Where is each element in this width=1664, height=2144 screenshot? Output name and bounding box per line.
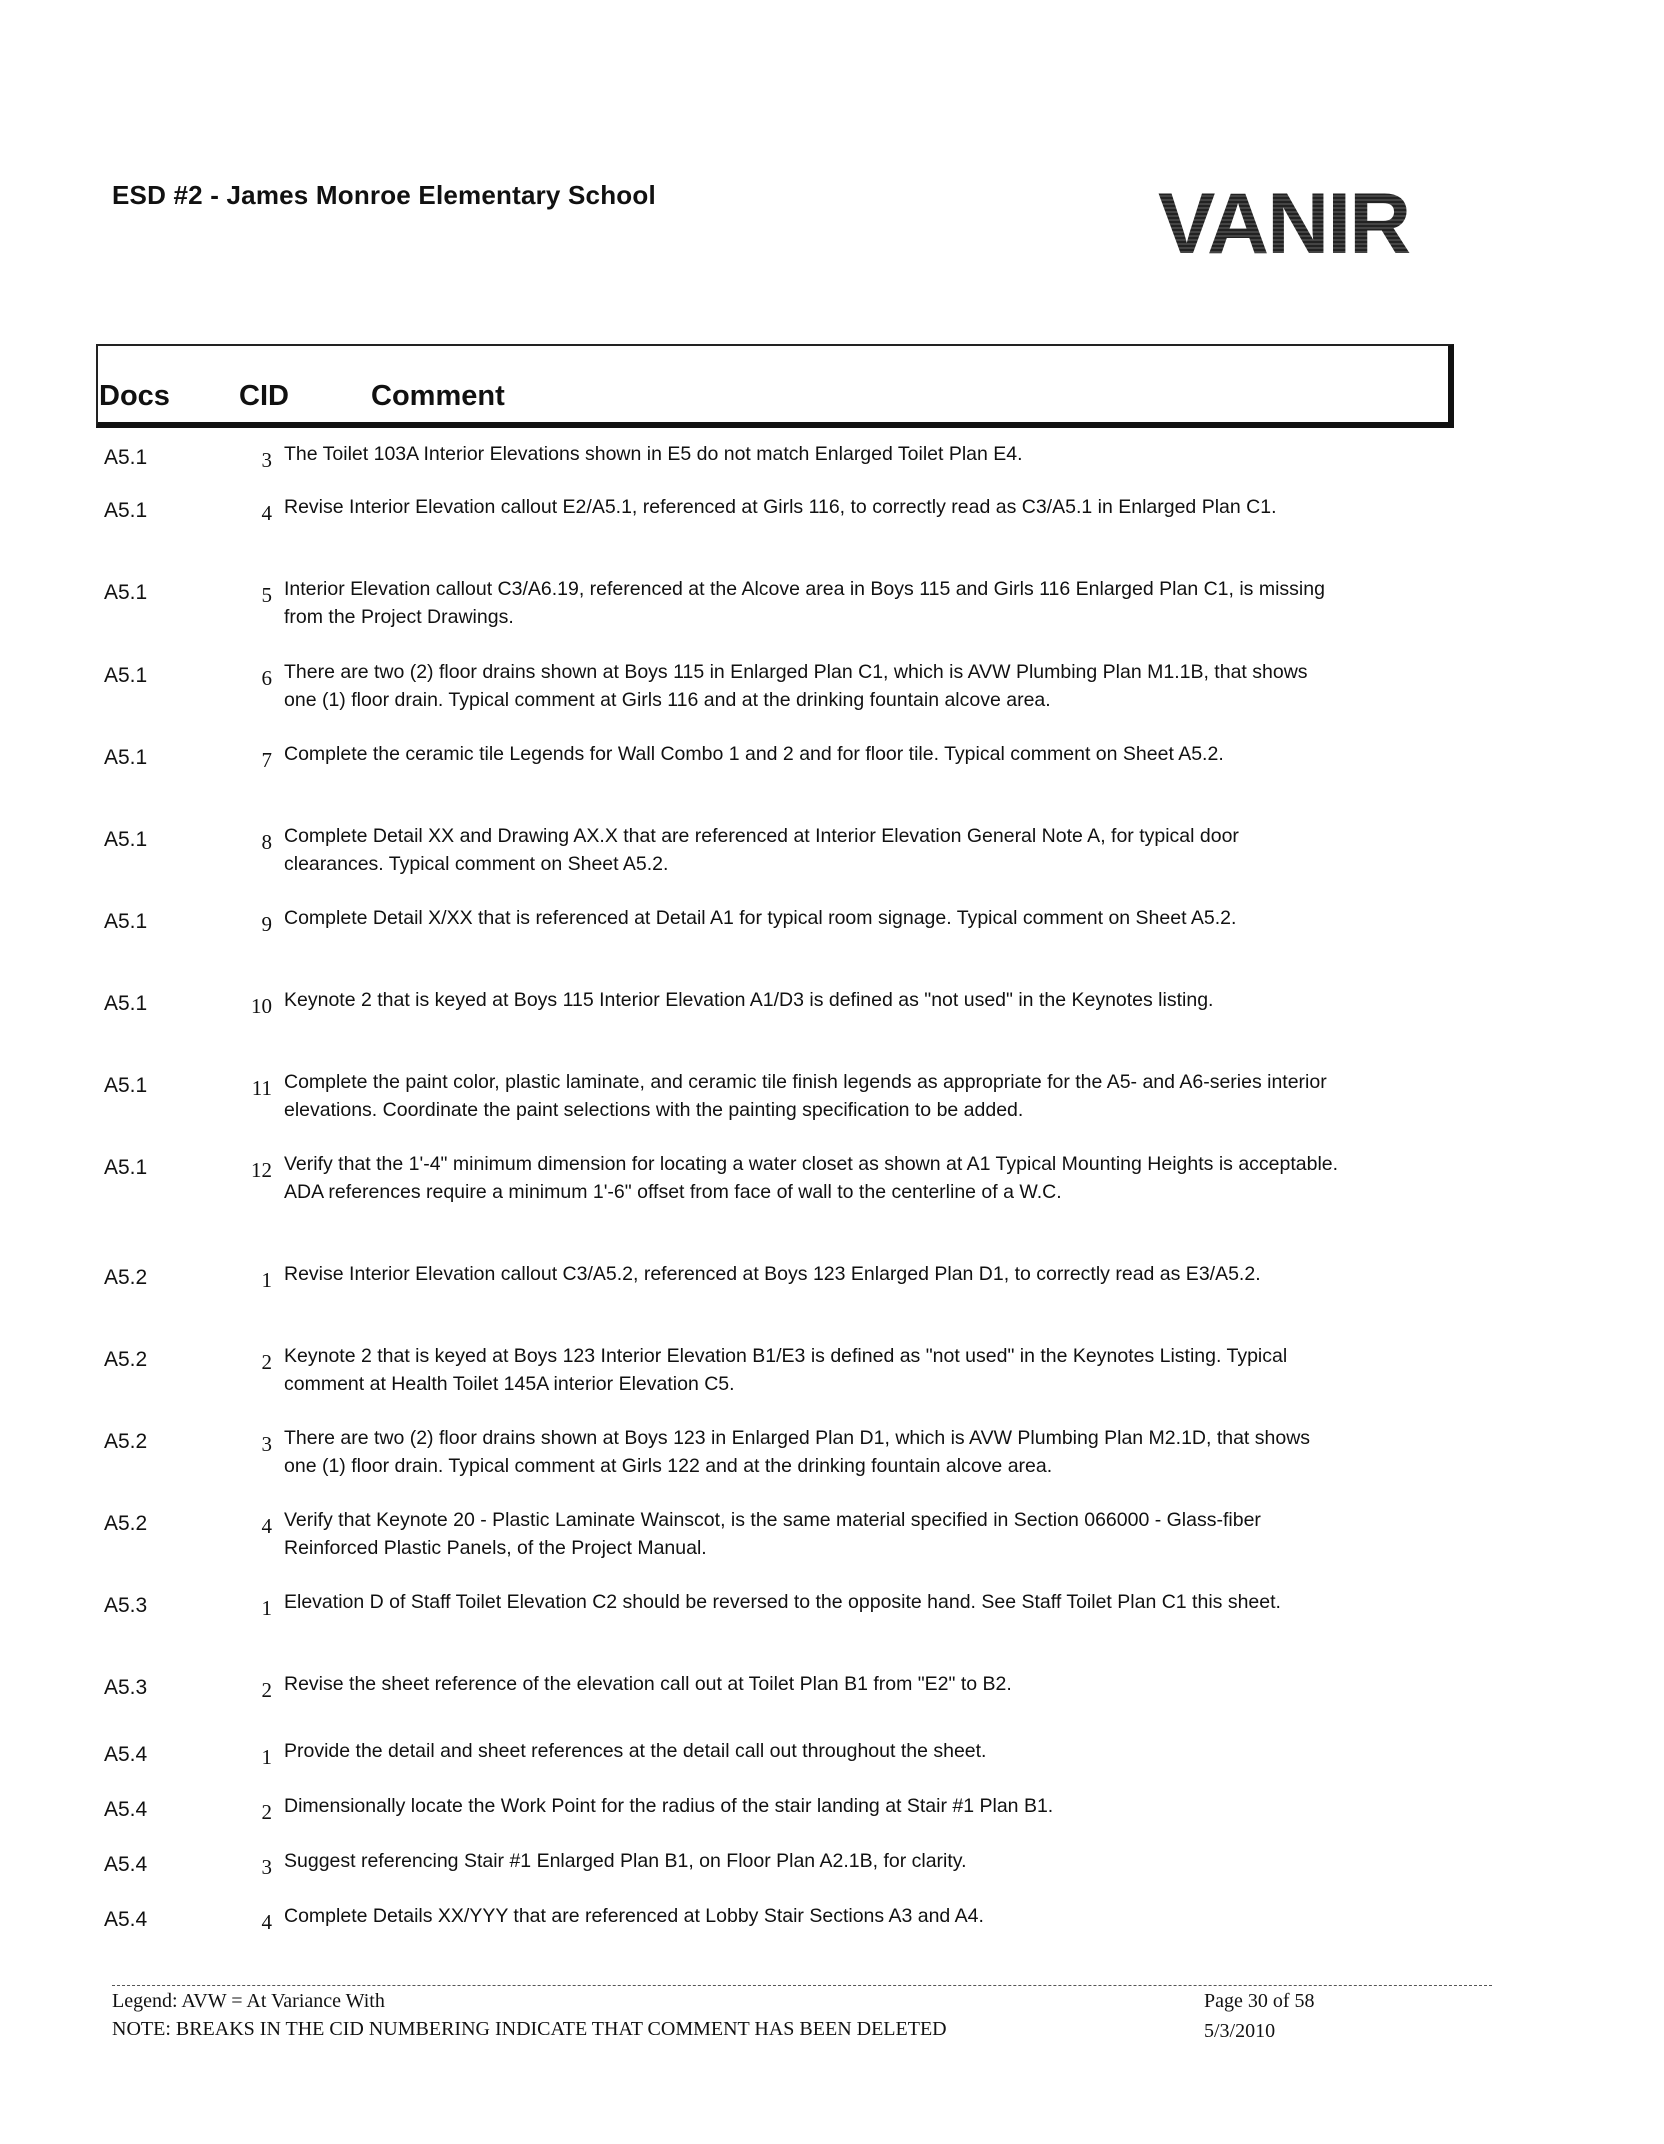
row-comment: Interior Elevation callout C3/A6.19, referenced at the Alcove area in Boys 115 and Girls 116 Enlarged Plan C1, is missing from the Project Drawings. (284, 578, 1325, 628)
row-comment: There are two (2) floor drains shown at Boys 115 in Enlarged Plan C1, which is AVW Plumbing Plan M1.1B, that shows one (1) floor drain. Typical comment at Girls 116 and at the drinking fountain alcove area. (284, 661, 1308, 711)
row-comment: Dimensionally locate the Work Point for the radius of the stair landing at Stair #1 Plan B1. (284, 1795, 1054, 1817)
row-doc: A5.2 (104, 1512, 148, 1535)
row-cid: 3 (261, 448, 272, 472)
table-header-box (96, 344, 1454, 428)
svg-text:VANIR: VANIR (1158, 176, 1410, 272)
row-cid: 1 (261, 1745, 272, 1769)
row-comment: Elevation D of Staff Toilet Elevation C2 should be reversed to the opposite hand. See Staff Toilet Plan C1 this sheet. (284, 1591, 1281, 1613)
row-cid: 2 (261, 1350, 272, 1374)
row-comment: Verify that Keynote 20 - Plastic Laminate Wainscot, is the same material specified in Section 066000 - Glass-fiber Reinforced Plastic Panels, of the Project Manual. (284, 1509, 1261, 1559)
row-doc: A5.1 (104, 746, 148, 769)
column-header-cid: CID (239, 380, 289, 412)
row-doc: A5.2 (104, 1348, 148, 1371)
row-comment: Suggest referencing Stair #1 Enlarged Plan B1, on Floor Plan A2.1B, for clarity. (284, 1850, 967, 1872)
row-doc: A5.1 (104, 499, 148, 522)
row-cid: 1 (261, 1596, 272, 1620)
row-comment: Complete Detail X/XX that is referenced at Detail A1 for typical room signage. Typical comment on Sheet A5.2. (284, 907, 1237, 929)
row-doc: A5.4 (104, 1908, 148, 1931)
row-comment: Revise Interior Elevation callout E2/A5.1, referenced at Girls 116, to correctly read as C3/A5.1 in Enlarged Plan C1. (284, 496, 1277, 518)
row-cid: 5 (261, 583, 272, 607)
row-doc: A5.4 (104, 1853, 148, 1876)
row-comment: There are two (2) floor drains shown at Boys 123 in Enlarged Plan D1, which is AVW Plumbing Plan M2.1D, that shows one (1) floor drain. Typical comment at Girls 122 and at the drinking fountain alcove area. (284, 1427, 1311, 1477)
row-doc: A5.4 (104, 1798, 148, 1821)
row-cid: 2 (261, 1800, 272, 1824)
row-doc: A5.1 (104, 446, 148, 469)
row-doc: A5.1 (104, 1156, 148, 1179)
row-doc: A5.4 (104, 1743, 148, 1766)
row-cid: 8 (261, 830, 272, 854)
row-comment: Revise Interior Elevation callout C3/A5.2, referenced at Boys 123 Enlarged Plan D1, to correctly read as E3/A5.2. (284, 1263, 1261, 1285)
row-cid: 1 (261, 1268, 272, 1292)
row-doc: A5.1 (104, 581, 148, 604)
footer-note: NOTE: BREAKS IN THE CID NUMBERING INDICATE THAT COMMENT HAS BEEN DELETED (112, 2018, 947, 2040)
footer-date: 5/3/2010 (1204, 2020, 1276, 2042)
row-cid: 4 (261, 1910, 272, 1934)
row-cid: 3 (261, 1432, 272, 1456)
footer-divider (112, 1985, 1492, 1986)
row-comment: Keynote 2 that is keyed at Boys 115 Interior Elevation A1/D3 is defined as "not used" in the Keynotes listing. (284, 989, 1214, 1011)
row-cid: 12 (251, 1158, 272, 1182)
row-comment: Complete the paint color, plastic laminate, and ceramic tile finish legends as appropriate for the A5- and A6-series interior elevations. Coordinate the paint selections with the painting specification to be added. (284, 1071, 1327, 1121)
row-comment: Keynote 2 that is keyed at Boys 123 Interior Elevation B1/E3 is defined as "not used" in the Keynotes Listing. Typical comment at Health Toilet 145A interior Elevation C5. (284, 1345, 1288, 1395)
row-doc: A5.3 (104, 1594, 148, 1617)
column-header-comment: Comment (371, 380, 505, 412)
row-doc: A5.1 (104, 992, 148, 1015)
row-cid: 2 (261, 1678, 272, 1702)
row-doc: A5.1 (104, 1074, 148, 1097)
row-comment: Complete Detail XX and Drawing AX.X that are referenced at Interior Elevation General Note A, for typical door clearances. Typical comment on Sheet A5.2. (284, 825, 1239, 875)
row-cid: 4 (261, 501, 272, 525)
row-comment: Complete the ceramic tile Legends for Wall Combo 1 and 2 and for floor tile. Typical comment on Sheet A5.2. (284, 743, 1224, 765)
row-comment: Complete Details XX/YYY that are referenced at Lobby Stair Sections A3 and A4. (284, 1905, 984, 1927)
row-cid: 9 (261, 912, 272, 936)
row-doc: A5.1 (104, 828, 148, 851)
page-title: ESD #2 - James Monroe Elementary School (112, 180, 656, 210)
row-doc: A5.3 (104, 1676, 148, 1699)
row-cid: 7 (261, 748, 272, 772)
row-doc: A5.2 (104, 1266, 148, 1289)
row-cid: 10 (251, 994, 272, 1018)
page-number: Page 30 of 58 (1204, 1990, 1315, 2012)
row-doc: A5.1 (104, 910, 148, 933)
row-comment: Provide the detail and sheet references at the detail call out throughout the sheet. (284, 1740, 987, 1762)
row-cid: 6 (261, 666, 272, 690)
row-cid: 3 (261, 1855, 272, 1879)
column-header-docs: Docs (99, 380, 170, 412)
row-cid: 11 (251, 1076, 272, 1100)
row-comment: Revise the sheet reference of the elevation call out at Toilet Plan B1 from "E2" to B2. (284, 1673, 1012, 1695)
footer-legend: Legend: AVW = At Variance With (112, 1990, 385, 2012)
row-comment: Verify that the 1'-4" minimum dimension for locating a water closet as shown at A1 Typical Mounting Heights is acceptable. ADA references require a minimum 1'-6" offset from face of wall to the centerline of a W.C. (284, 1153, 1339, 1203)
row-doc: A5.1 (104, 664, 148, 687)
row-doc: A5.2 (104, 1430, 148, 1453)
row-comment: The Toilet 103A Interior Elevations shown in E5 do not match Enlarged Toilet Plan E4. (284, 443, 1023, 465)
vanir-logo (1150, 175, 1450, 275)
row-cid: 4 (261, 1514, 272, 1538)
